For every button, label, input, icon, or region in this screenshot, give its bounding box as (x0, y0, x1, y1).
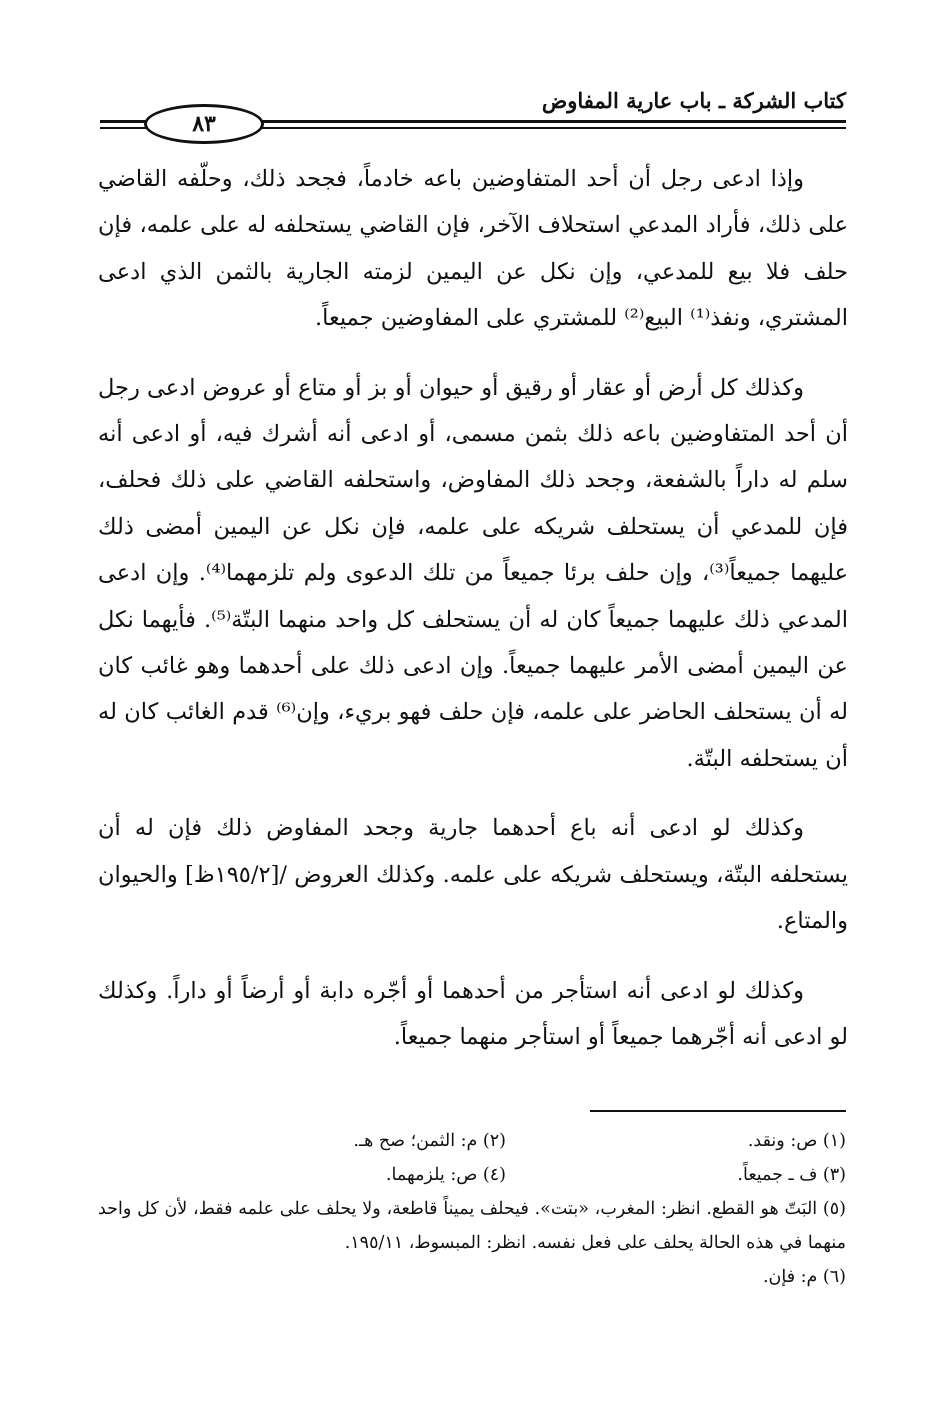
footnote-5: (٥) البَتّ هو القطع. انظر: المغرب، «بتت». فيحلف يميناً قاطعة، ولا يحلف على علمه فقط، لأن كل واحد منهما في هذه الحالة يحلف على فعل نفسه. انظر: المبسوط، ١٩٥/١١. (98, 1199, 846, 1253)
paragraph: وكذلك لو ادعى أنه استأجر من أحدهما أو أجّره دابة أو أرضاً أو داراً. وكذلك لو ادعى أنه أجّرهما جميعاً أو استأجر منهما جميعاً. (98, 977, 848, 1050)
footnote-3: (٣) ف ـ جميعاً. (737, 1165, 846, 1185)
footnote-2: (٢) م: الثمن؛ صح هـ. (353, 1131, 506, 1151)
footnote-4: (٤) ص: يلزمهما. (385, 1165, 506, 1185)
paragraph: وكذلك لو ادعى أنه باع أحدهما جارية وجحد المفاوض ذلك فإن له أن يستحلفه البتّة، ويستحلف شريكه على علمه. وكذلك العروض /[١٩٥/٢ظ] والحيوان والمتاع. (98, 815, 848, 935)
footnote-row (98, 1124, 846, 1158)
running-title: كتاب الشركة ـ باب عارية المفاوض (541, 88, 846, 113)
paragraph: وإذا ادعى رجل أن أحد المتفاوضين باعه خادماً، فجحد ذلك، وحلّفه القاضي على ذلك، فأراد المدعي استحلاف الآخر، فإن القاضي يستحلفه له على علمه، فإن حلف فلا بيع للمدعي، وإن نكل عن اليمين لزمته الجارية بالثمن الذي ادعى المشتري، ونفذ⁽¹⁾ البيع⁽²⁾ للمشتري على المفاوضين جميعاً. (98, 166, 848, 332)
main-text (98, 156, 848, 1083)
paragraph: وكذلك كل أرض أو عقار أو رقيق أو حيوان أو بز أو متاع أو عروض ادعى رجل أن أحد المتفاوضين باعه ذلك بثمن مسمى، أو ادعى أنه أشرك فيه، أو ادعى أنه سلم له داراً بالشفعة، وجحد ذلك المفاوض، واستحلفه القاضي على ذلك فحلف، فإن للمدعي أن يستحلف شريكه على علمه، فإن نكل عن اليمين أمضى ذلك عليهما جميعاً⁽³⁾، وإن حلف برئا جميعاً من تلك الدعوى ولم تلزمهما⁽⁴⁾. وإن ادعى المدعي ذلك عليهما جميعاً كان له أن يستحلف كل واحد منهما البتّة⁽⁵⁾. فأيهما نكل عن اليمين أمضى الأمر عليهما جميعاً. وإن ادعى ذلك على أحدهما وهو غائب كان له أن يستحلف الحاضر على علمه، فإن حلف فهو بريء، وإن⁽⁶⁾ قدم الغائب كان له أن يستحلفه البتّة. (98, 374, 848, 772)
footnote-1: (١) ص: ونقد. (747, 1131, 846, 1151)
footnote-row (98, 1158, 846, 1192)
page-number: ٨٣ (144, 104, 264, 144)
page-header (100, 86, 846, 142)
footnote-6: (٦) م: فإن. (762, 1267, 846, 1287)
footnote-divider (590, 1110, 846, 1112)
footnotes (98, 1124, 846, 1294)
